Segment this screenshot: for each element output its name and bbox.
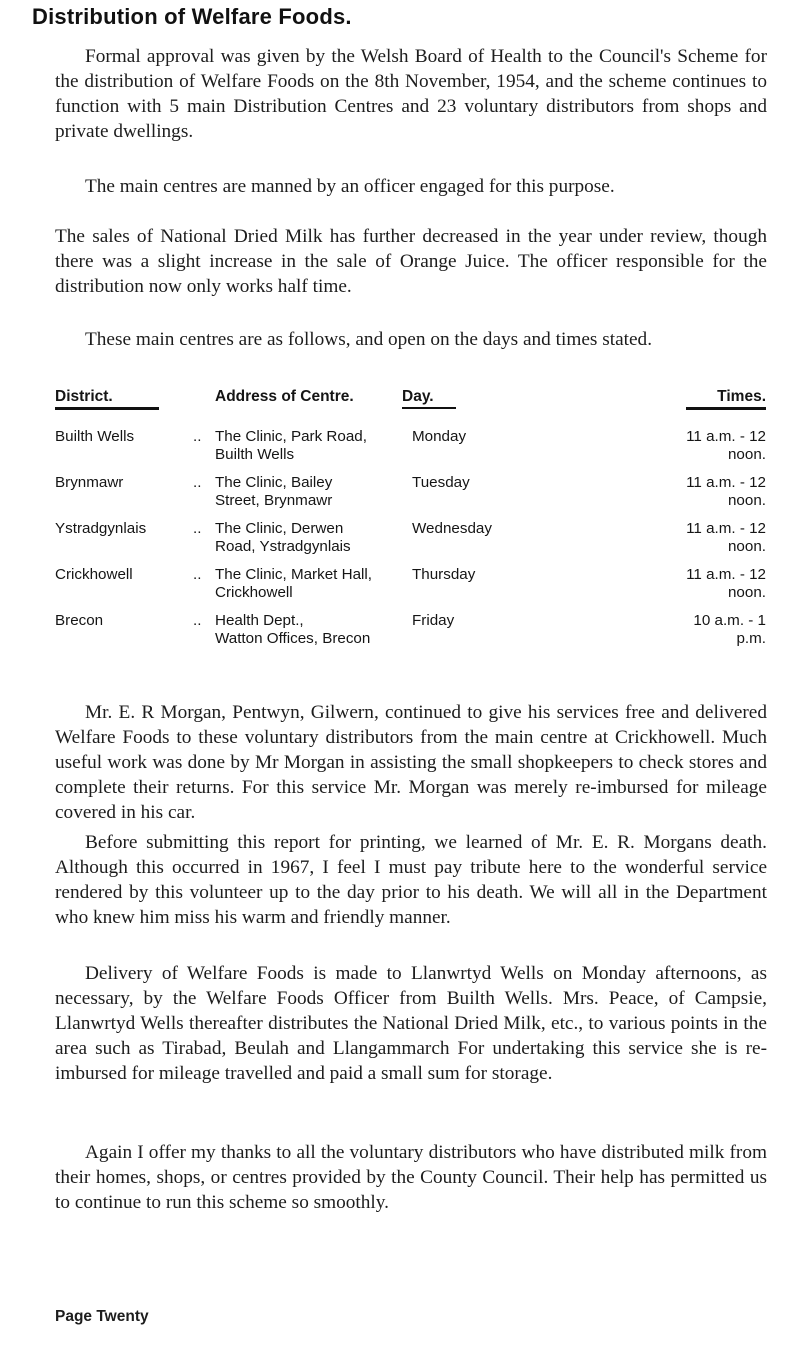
table-header-address: Address of Centre.	[215, 388, 354, 405]
table-row	[55, 474, 767, 526]
table-header-day: Day.	[402, 388, 456, 409]
address-line-1: The Clinic, Market Hall,	[215, 566, 372, 583]
paragraph-scheme-approval: Formal approval was given by the Welsh Board of Health to the Council's Scheme for the distribution of Welfare Foods on the 8th November, 1954, and the scheme continues to function with 5 main Distribution Centres and 23 voluntary distributors from shops and private dwellings.	[55, 46, 767, 142]
day-cell: Friday	[412, 612, 455, 629]
day-cell: Wednesday	[412, 520, 492, 537]
address-cell	[215, 612, 415, 648]
leader-dots: ..	[193, 612, 202, 629]
table-row	[55, 612, 767, 664]
times-line-2: noon.	[727, 538, 766, 555]
address-cell	[215, 428, 415, 464]
address-line-2: Street, Brynmawr	[215, 492, 333, 509]
paragraph-thanks: Again I offer my thanks to all the voluntary distributors who have distributed milk from their homes, shops, or centres provided by the County Council. Their help has permitted us to continue to run this scheme so smoothly.	[55, 1142, 767, 1213]
times-line-1: 11 a.m. - 12	[686, 520, 766, 537]
day-cell: Thursday	[412, 566, 476, 583]
address-cell	[215, 520, 415, 556]
district-cell: Brecon	[55, 612, 104, 629]
address-line-2: Builth Wells	[215, 446, 295, 463]
table-header-times: Times.	[686, 388, 766, 410]
paragraph-morgan-tribute: Before submitting this report for printing, we learned of Mr. E. R. Morgans death. Although this occurred in 1967, I feel I must pay tribute here to the wonderful service rendered by this volunteer up to the day prior to his death. We will all in the Department who knew him miss his warm and friendly manner.	[55, 832, 767, 928]
paragraph-centres-manned: The main centres are manned by an officer engaged for this purpose.	[85, 176, 615, 197]
table-header-district: District.	[55, 388, 159, 410]
times-cell	[655, 428, 766, 464]
leader-dots: ..	[193, 474, 202, 491]
times-line-1: 10 a.m. - 1	[693, 612, 766, 629]
address-line-1: The Clinic, Park Road,	[215, 428, 367, 445]
times-line-1: 11 a.m. - 12	[686, 474, 766, 491]
address-line-2: Crickhowell	[215, 584, 293, 601]
table-row	[55, 428, 767, 480]
times-cell	[655, 612, 766, 648]
leader-dots: ..	[193, 566, 202, 583]
district-cell: Ystradgynlais	[55, 520, 147, 537]
leader-dots: ..	[193, 428, 202, 445]
times-cell	[655, 520, 766, 556]
times-line-2: p.m.	[736, 630, 766, 647]
table-row	[55, 566, 767, 618]
leader-dots: ..	[193, 520, 202, 537]
day-cell: Tuesday	[412, 474, 470, 491]
paragraph-morgan-services: Mr. E. R Morgan, Pentwyn, Gilwern, continued to give his services free and delivered Welfare Foods to these voluntary distributors from the main centre at Crickhowell. Much useful work was done by Mr Morgan in assisting the small shopkeepers to check stores and complete their returns. For this service Mr. Morgan was merely re-imbursed for mileage covered in his car.	[55, 702, 767, 823]
distribution-centres-table	[55, 388, 767, 694]
address-line-1: Health Dept.,	[215, 612, 304, 629]
times-line-1: 11 a.m. - 12	[686, 566, 766, 583]
district-cell: Builth Wells	[55, 428, 135, 445]
address-line-1: The Clinic, Derwen	[215, 520, 344, 537]
times-cell	[655, 474, 766, 510]
times-line-1: 11 a.m. - 12	[686, 428, 766, 445]
paragraph-centres-intro: These main centres are as follows, and open on the days and times stated.	[85, 329, 653, 350]
times-line-2: noon.	[727, 446, 766, 463]
times-cell	[655, 566, 766, 602]
paragraph-llanwrtyd-delivery: Delivery of Welfare Foods is made to Llanwrtyd Wells on Monday afternoons, as necessary, by the Welfare Foods Officer from Builth Wells. Mrs. Peace, of Campsie, Llanwrtyd Wells thereafter distributes the National Dried Milk, etc., to various points in the area such as Tirabad, Beulah and Llangammarch For undertaking this service she is re-imbursed for mileage travelled and paid a small sum for storage.	[55, 963, 767, 1084]
address-line-1: The Clinic, Bailey	[215, 474, 333, 491]
table-row	[55, 520, 767, 572]
day-cell: Monday	[412, 428, 467, 445]
district-cell: Brynmawr	[55, 474, 124, 491]
times-line-2: noon.	[727, 584, 766, 601]
address-cell	[215, 474, 415, 510]
page-number: Page Twenty	[55, 1308, 149, 1325]
district-cell: Crickhowell	[55, 566, 133, 583]
address-line-2: Watton Offices, Brecon	[215, 630, 371, 647]
times-line-2: noon.	[727, 492, 766, 509]
paragraph-sales: The sales of National Dried Milk has further decreased in the year under review, though there was a slight increase in the sale of Orange Juice. The officer responsible for the distribution now only works half time.	[55, 226, 767, 297]
page-heading: Distribution of Welfare Foods.	[32, 4, 352, 29]
address-line-2: Road, Ystradgynlais	[215, 538, 351, 555]
address-cell	[215, 566, 415, 602]
